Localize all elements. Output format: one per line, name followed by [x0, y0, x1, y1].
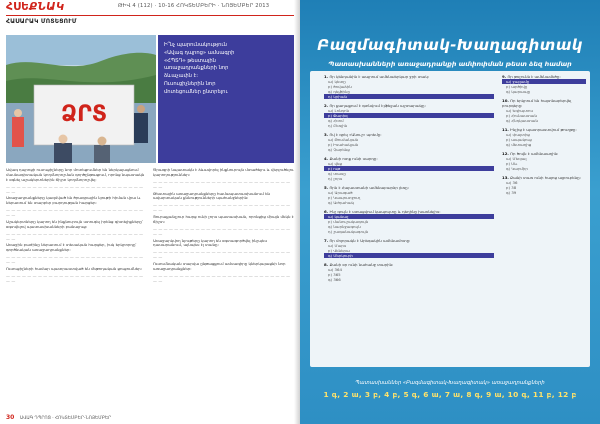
- answer-option: գ) 39: [506, 190, 517, 195]
- question-number: 4.: [324, 156, 329, 161]
- article-paragraph: Թեստային առաջադրանքները համապատասխանում են ավարտական քննությունների պահանջներին:: [153, 190, 271, 201]
- caption-line: «ՀՊՏԴ» թեստային: [164, 57, 216, 64]
- question-number: 6.: [324, 209, 329, 214]
- page-number: 30: [6, 414, 15, 421]
- quiz-question: [502, 74, 586, 94]
- article-paragraph: Առաջադրանքները կազմված են ծրագրային նյութի հիման վրա և ներառում են տարբեր բարդության հարցեր:: [6, 195, 141, 206]
- answer-option: դ) չորս: [328, 176, 343, 181]
- answer-option: գ) Հնդկաստան: [506, 118, 538, 123]
- answer-option: գ) տասը: [328, 171, 346, 176]
- answer-option: բ) ապակուց: [506, 137, 532, 142]
- answer-option: բ) արծիվը: [506, 84, 528, 89]
- answer-option: գ) Կարմիր: [506, 166, 528, 171]
- issue-line: ԹԻՎ 4 (112) · 10-16 ՀՈԿՏԵՄԲԵՐԻ · ՆՈՅԵՄԲԵՐ 2013: [118, 3, 270, 9]
- question-text: Քանի տառ ունի հայոց այբուբենը:: [510, 175, 581, 180]
- quiz-question: [324, 238, 494, 258]
- answer-option: գ) դելֆինը: [328, 89, 350, 94]
- question-text: Որ ծովն է ամենաաղին:: [510, 151, 559, 156]
- body-text-filler: — — — — — — — — — — — — — — — — — — — — — — — — — — — —: [153, 272, 291, 283]
- answer-option: դ) կրիան: [324, 94, 494, 99]
- section-rubric: ՀԱՍԱՐԱԿ ՄՈՏԵՑՈՒՄ: [6, 18, 106, 27]
- body-text-filler: — — — — — — — — — — — — — — — — — — — — — — — — — — — —: [153, 249, 291, 260]
- answer-option: բ) 365: [328, 272, 341, 277]
- question-text: Որն է Հայաստանի ամենաբարձր լեռը:: [329, 185, 409, 190]
- answer-option: բ) Վեներա: [328, 248, 350, 253]
- quiz-question: [324, 132, 494, 152]
- answer-option: ա) կանաչ: [324, 214, 494, 219]
- answer-option: ա) Մարս: [328, 243, 347, 248]
- body-text-filler: — — — — — — — — — — — — — — — — — — — — — — — — — — — —: [6, 230, 144, 241]
- article-paragraph: Յուրաքանչյուր հարց ունի չորս պատասխան, որոնցից միայն մեկն է ճիշտ:: [153, 214, 294, 224]
- answer-option: բ) մանուշակագույն: [328, 219, 369, 224]
- quiz-question: [324, 185, 494, 205]
- answer-option: դ) շագանակագույն: [328, 229, 369, 234]
- answer-option: ա) Եգիպտոս: [506, 108, 533, 113]
- quiz-question: [502, 98, 586, 123]
- question-number: 3.: [324, 132, 329, 137]
- body-text-filler: — — — — — — — — — — — — — — — — — — — — — — — — — — — —: [6, 183, 144, 194]
- answer-option: բ) ութ: [324, 166, 494, 171]
- question-number: 8.: [324, 262, 329, 267]
- caption-line: «Ավագ դպրոց» ամսագրի: [164, 49, 235, 56]
- quiz-question: [324, 103, 494, 128]
- article-paragraph: Աշակերտները կարող են ինքնուրույն ստուգել իրենց գիտելիքները՝ օգտվելով պատասխանների բանալուց:: [6, 218, 143, 229]
- quiz-panel: [310, 71, 590, 367]
- question-number: 11.: [502, 127, 509, 132]
- answer-option: բ) Կապուտջուղ: [328, 195, 361, 200]
- quiz-question: [324, 262, 494, 282]
- answer-option: բ) ծովաձին: [328, 84, 352, 89]
- answer-option: գ) 366: [328, 277, 341, 282]
- answer-option: գ) մետաղից: [506, 142, 532, 147]
- body-text-filler: — — — — — — — — — — — — — — — — — — — — — — — — — — — —: [6, 272, 144, 283]
- answer-option: բ) Հունաստան: [506, 113, 537, 118]
- answer-option: ա) փայտից: [506, 132, 530, 137]
- body-text-filler: — — — — — — — — — — — — — — — — — — — — — — — — — — — —: [153, 178, 291, 189]
- answer-option: ա) ջայլամը: [502, 79, 586, 84]
- article-paragraph: Առաջին բաժինը ներառում է տեսական հարցեր, իսկ երկրորդը՝ գործնական առաջադրանքներ:: [6, 242, 137, 253]
- answer-option: ա) Թումանյան: [328, 137, 359, 142]
- body-text-filler: — — — — — — — — — — — — — — — — — — — — — — — — — — — —: [6, 254, 144, 264]
- logo-suffix: ՔՆԱԿ: [29, 1, 65, 13]
- page-footer: [6, 414, 294, 421]
- caption-line: առաջադրանքների նոր: [164, 65, 229, 72]
- answers-key: 1 գ, 2 ա, 3 բ, 4 բ, 5 գ, 6 ա, 7 ա, 8 գ, 9 ա, 10 գ, 11 բ, 12 բ: [323, 390, 577, 399]
- photo-illustration: [6, 35, 156, 163]
- answer-option: դ) Բեռլին: [328, 123, 348, 128]
- photo-caption-box: [158, 35, 294, 163]
- body-text-filler: — — — — — — — — — — — — — — — — — — — — — — — — — — — —: [153, 202, 291, 213]
- quiz-question: [324, 74, 494, 99]
- right-page: [300, 0, 600, 424]
- caption-line: ձևաչափն է:: [164, 73, 198, 80]
- answer-option: ա) վեց: [328, 161, 342, 166]
- question-text: Որ կենդանին է ապրում ամենաերկար ջրի տակ:: [329, 74, 430, 79]
- quiz-question: [502, 175, 586, 195]
- logo-prefix: ՀՍԵ: [6, 1, 30, 13]
- answer-option: ա) Արագած: [328, 190, 353, 195]
- article-column-1: [6, 168, 147, 408]
- question-number: 5.: [324, 185, 329, 190]
- question-number: 13.: [502, 175, 509, 180]
- answer-option: բ) Սև: [506, 161, 518, 166]
- article-column-2: [153, 168, 294, 408]
- answer-option: բ) Իսահակյան: [328, 142, 359, 147]
- question-header: [502, 98, 586, 108]
- question-text: Ով է գրել «Անուշ» պոեմը:: [329, 132, 382, 137]
- body-text-filler: — — — — — — — — — — — — — — — — — — — — — — — — — — — —: [6, 207, 144, 217]
- article-paragraph: Ավագ դպրոցի ուսուցիչները նոր մոտեցումներ են ներկայացնում մասնագիտական կողմնորոշման գործընթացում, որոնց նպատակն է օգնել աշակերտներին ճիշտ կողմնորոշվել:: [6, 168, 145, 182]
- question-text: Քանի օր ունի նահանջ տարին:: [329, 262, 394, 267]
- answer-option: ա) Լոնդոն: [328, 108, 350, 113]
- question-number: 10.: [502, 98, 509, 103]
- caption-line: մոտեցումներ ընտրելու: [164, 88, 228, 95]
- footer-text: ԱՎԱԳ ԴՊՐՈՑ · ՀՈԿՏԵՄԲԵՐ-ՆՈՅԵՄԲԵՐ: [19, 416, 112, 421]
- answer-option: գ) նարնջագույն: [328, 224, 361, 229]
- question-number: 2.: [324, 103, 329, 108]
- quiz-column-right: [502, 74, 586, 199]
- question-number: 9.: [502, 74, 507, 79]
- photo-sign-text: ՁՐՏ: [61, 102, 107, 127]
- quiz-question: [324, 156, 494, 181]
- answer-option: ա) 364: [328, 267, 342, 272]
- article-paragraph: Ուսուցիչների համար պատրաստված են մեթոդական ցուցումներ:: [6, 265, 142, 271]
- answer-option: գ) Հռոմ: [328, 118, 344, 123]
- quiz-title: Բազմագիտակ-Խաղագիտակ: [317, 36, 583, 54]
- quiz-subtitle: Պատասխանների առաջադրանքի ամփոփման թեստ ձեզ համար: [328, 60, 572, 68]
- answer-option: գ) Չարենց: [328, 147, 350, 152]
- answer-option: գ) Աժդահակ: [328, 200, 354, 205]
- question-text: Որ քաղաքում է գտնվում Էյֆելյան աշտարակը:: [329, 103, 426, 108]
- answer-option: գ) Մերկուրի: [324, 253, 494, 258]
- article-paragraph: Ուսումնական տարվա ընթացքում ամսագիրը կներկայացնի նոր առաջադրանքներ:: [153, 261, 286, 271]
- magazine-logo: [6, 1, 65, 13]
- answers-title: Պատասխաններ «Բազմագիտակ-Խաղագիտակ» առաջադրանքների: [355, 380, 545, 386]
- caption-line: Ի՞նչ պարունակություն: [164, 42, 227, 48]
- quiz-question: [502, 151, 586, 171]
- article-paragraph: Ծրագրի նպատակն է ձևավորել ինքնուրույն մտածելու և վերլուծելու կարողություններ:: [153, 168, 294, 177]
- quiz-question: [324, 209, 494, 234]
- quiz-question: [502, 127, 586, 147]
- question-text: Որ մոլորակն է Արեգակին ամենամոտը:: [329, 238, 411, 243]
- question-number: 1.: [324, 74, 329, 79]
- question-number: 7.: [324, 238, 329, 243]
- question-text: Որ երկրում են հայտնաբերվել բուրգերը:: [502, 98, 572, 108]
- question-text: Քանի ոտք ունի սարդը:: [329, 156, 378, 161]
- answer-option: բ) 38: [506, 185, 517, 190]
- quiz-column-left: [324, 74, 494, 286]
- header-divider: [6, 15, 294, 16]
- answer-option: ա) 36: [506, 180, 518, 185]
- question-text: Ինչ գույն է ստացվում կապույտը և դեղինը խառնելիս:: [329, 209, 441, 214]
- body-text-filler: — — — — — — — — — — — — — — — — — — — — — — — — — — — —: [153, 225, 291, 236]
- answer-option: ա) կետը: [328, 79, 346, 84]
- article-paragraph: Առաջարկվող նյութերը կարող են օգտագործվել ինչպես դասարանում, այնպես էլ տանը:: [153, 237, 267, 248]
- question-number: 12.: [502, 151, 509, 156]
- question-text: Որ թռչունն է ամենամեծը:: [507, 74, 561, 79]
- answer-option: գ) կարապը: [506, 89, 531, 94]
- article-body: [6, 168, 294, 408]
- question-text: Ինչից է պատրաստվում թուղթը:: [510, 127, 577, 132]
- answer-option: բ) Փարիզ: [324, 113, 494, 118]
- event-photo: [6, 35, 156, 163]
- answer-option: ա) Մեռյալ: [506, 156, 527, 161]
- caption-line: Ուսուցիչներին նոր: [164, 80, 216, 87]
